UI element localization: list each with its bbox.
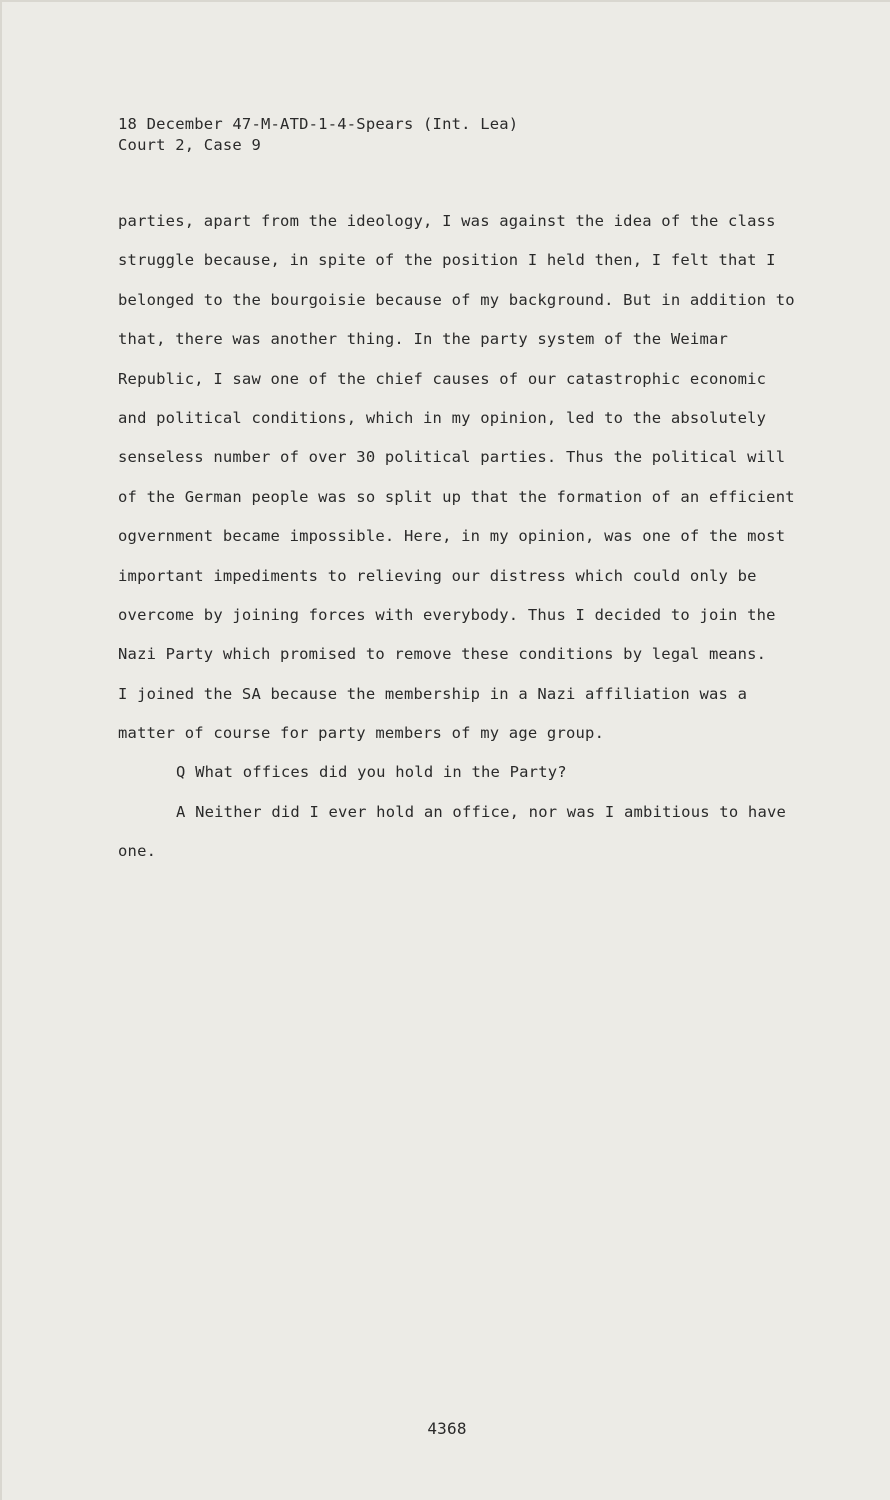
page-number: 4368 — [427, 1419, 467, 1438]
answer-line-continued: one. — [118, 842, 157, 861]
header-line-court-case: Court 2, Case 9 — [118, 136, 261, 154]
body-line: and political conditions, which in my opinion, led to the absolutely — [118, 408, 767, 427]
body-line: ogvernment became impossible. Here, in my opinion, was one of the most — [118, 527, 786, 546]
body-line: that, there was another thing. In the party system of the Weimar — [118, 330, 729, 349]
body-line: Republic, I saw one of the chief causes of our catastrophic economic — [118, 369, 767, 388]
header-line-date-reference: 18 December 47-M-ATD-1-4-Spears (Int. Lea) — [118, 115, 519, 133]
answer-line: A Neither did I ever hold an office, nor was I ambitious to have — [176, 802, 787, 821]
body-line: important impediments to relieving our distress which could only be — [118, 566, 757, 585]
body-line: parties, apart from the ideology, I was against the idea of the class — [118, 212, 776, 230]
body-line: senseless number of over 30 political parties. Thus the political will — [118, 448, 786, 467]
body-line: of the German people was so split up that the formation of an efficient — [118, 487, 795, 506]
body-line: Nazi Party which promised to remove these conditions by legal means. — [118, 645, 767, 664]
testimony-body — [118, 209, 795, 879]
body-line: I joined the SA because the membership in a Nazi affiliation was a — [118, 684, 748, 703]
body-line: belonged to the bourgoisie because of my background. But in addition to — [118, 290, 795, 309]
body-line: matter of course for party members of my age group. — [118, 724, 605, 743]
document-header — [118, 114, 518, 156]
body-line: overcome by joining forces with everybody. Thus I decided to join the — [118, 605, 776, 624]
question-line: Q What offices did you hold in the Party? — [176, 763, 567, 782]
body-line: struggle because, in spite of the position I held then, I felt that I — [118, 251, 776, 270]
